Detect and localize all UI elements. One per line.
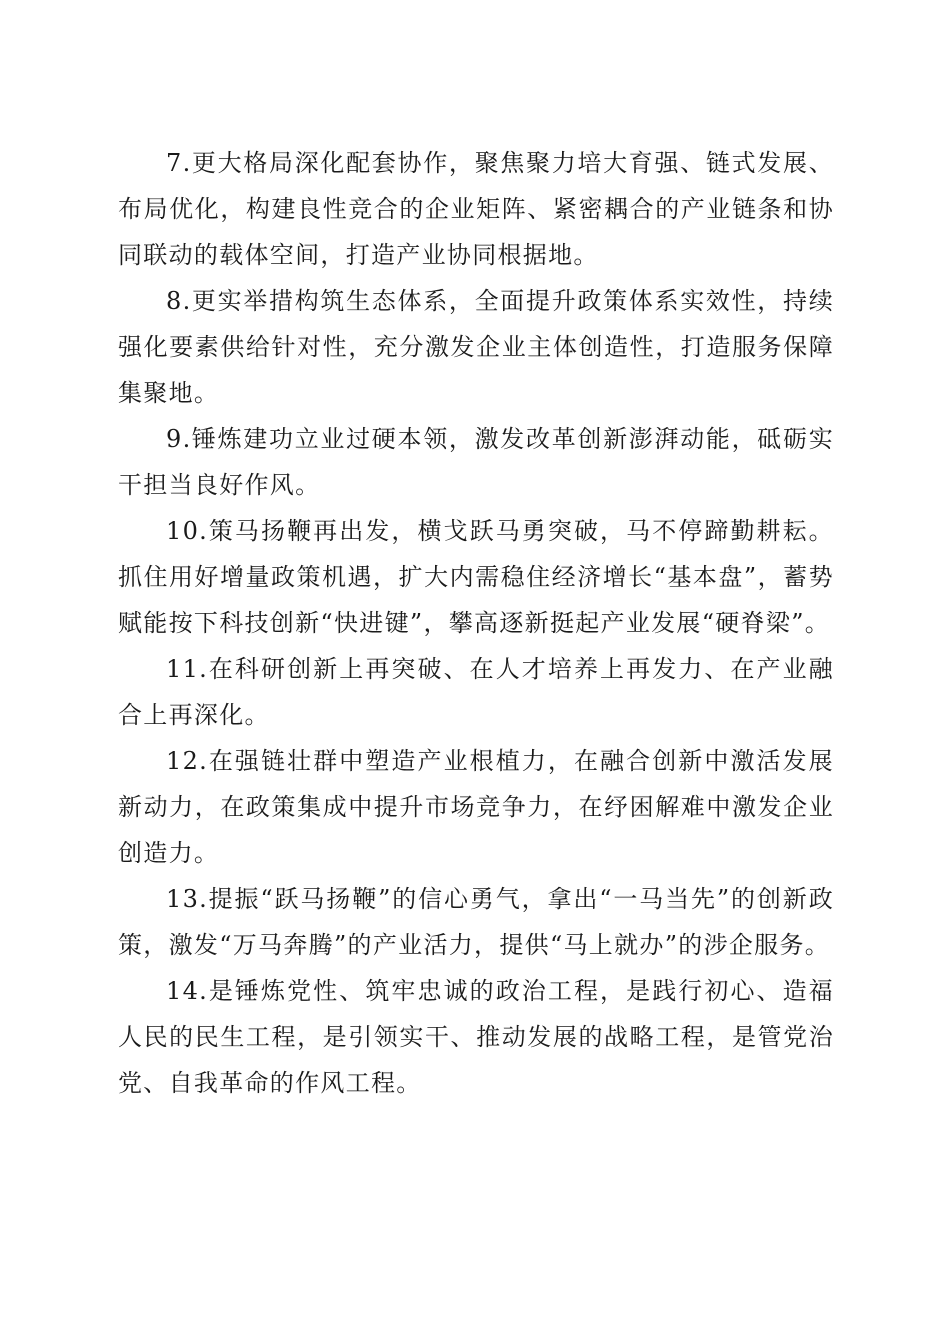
paragraph-8: 8.更实举措构筑生态体系，全面提升政策体系实效性，持续强化要素供给针对性，充分激发企业主体创造性，打造服务保障集聚地。 (118, 287, 834, 407)
document-body (118, 140, 834, 1106)
paragraph-11: 11.在科研创新上再突破、在人才培养上再发力、在产业融合上再深化。 (118, 655, 834, 729)
paragraph-12: 12.在强链壮群中塑造产业根植力，在融合创新中激活发展新动力，在政策集成中提升市场竞争力，在纾困解难中激发企业创造力。 (118, 747, 834, 867)
paragraph-13: 13.提振“跃马扬鞭”的信心勇气，拿出“一马当先”的创新政策，激发“万马奔腾”的产业活力，提供“马上就办”的涉企服务。 (118, 885, 834, 959)
paragraph-9: 9.锤炼建功立业过硬本领，激发改革创新澎湃动能，砥砺实干担当良好作风。 (118, 425, 834, 499)
paragraph-10: 10.策马扬鞭再出发，横戈跃马勇突破，马不停蹄勤耕耘。抓住用好增量政策机遇，扩大内需稳住经济增长“基本盘”，蓄势赋能按下科技创新“快进键”，攀高逐新挺起产业发展“硬脊梁”。 (118, 517, 834, 637)
paragraph-7: 7.更大格局深化配套协作，聚焦聚力培大育强、链式发展、布局优化，构建良性竞合的企业矩阵、紧密耦合的产业链条和协同联动的载体空间，打造产业协同根据地。 (118, 149, 834, 269)
paragraph-14: 14.是锤炼党性、筑牢忠诚的政治工程，是践行初心、造福人民的民生工程，是引领实干、推动发展的战略工程，是管党治党、自我革命的作风工程。 (118, 977, 834, 1097)
